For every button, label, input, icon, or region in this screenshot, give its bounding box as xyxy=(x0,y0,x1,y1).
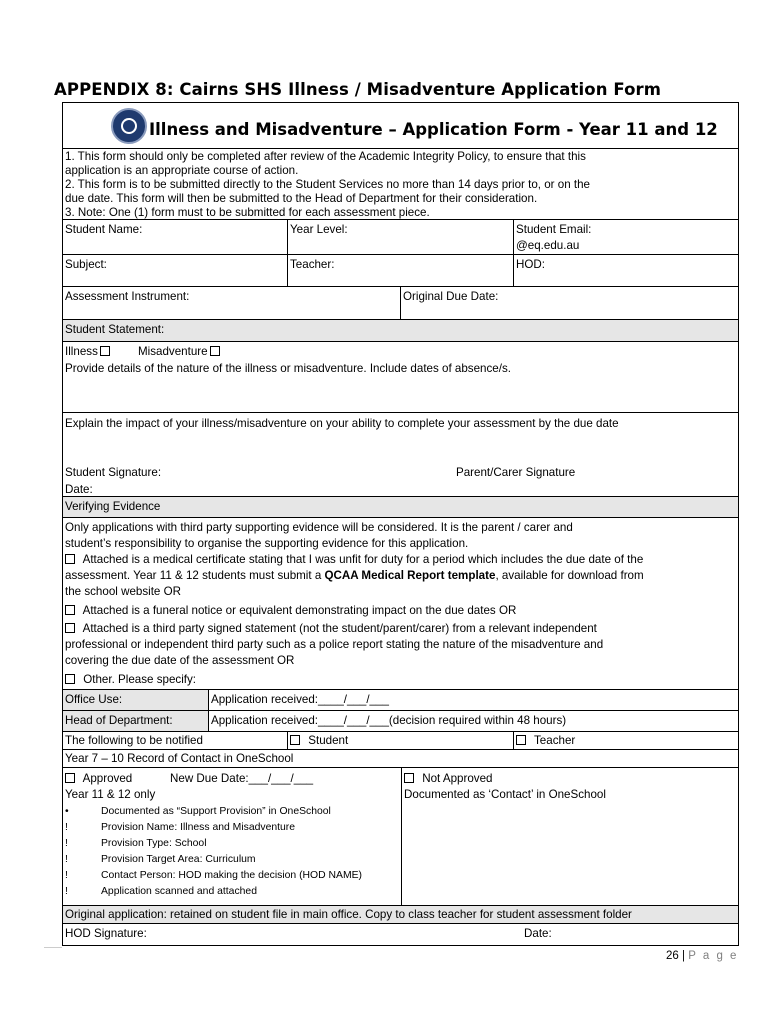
notify-teacher-option[interactable] xyxy=(516,734,575,748)
office-use-row xyxy=(63,689,738,710)
medical-text-2a: assessment. Year 11 & 12 students must submit a xyxy=(65,569,325,582)
hod-signature-row xyxy=(63,923,738,946)
original-application-label: Original application: retained on student file in main office. Copy to class teacher for student assessment folder xyxy=(65,908,632,921)
subject-row xyxy=(63,254,738,287)
hod-signature-field[interactable]: HOD Signature: xyxy=(65,927,147,940)
record-contact-label: Year 7 – 10 Record of Contact in OneSchool xyxy=(65,752,294,765)
student-signature-field[interactable]: Student Signature: xyxy=(65,466,162,479)
footer-separator: | xyxy=(682,950,685,962)
notify-teacher-checkbox[interactable] xyxy=(516,735,526,745)
teacher-field[interactable]: Teacher: xyxy=(290,258,335,271)
provide-details-label: Provide details of the nature of the illness or misadventure. Include dates of absence/s. xyxy=(65,362,511,375)
illness-checkbox[interactable] xyxy=(100,346,110,356)
medical-option-line-2 xyxy=(65,569,644,583)
notify-student-checkbox[interactable] xyxy=(290,735,300,745)
list-item: ! Provision Name: Illness and Misadventure xyxy=(65,822,296,833)
instruction-line: 3. Note: One (1) form must to be submitted for each assessment piece. xyxy=(65,206,430,219)
page-number: 26 xyxy=(666,950,679,962)
office-application-received[interactable]: Application received:____/___/___ xyxy=(211,693,389,706)
year-11-12-label: Year 11 & 12 only xyxy=(65,788,156,801)
verifying-evidence-label: Verifying Evidence xyxy=(65,500,161,513)
original-application-row xyxy=(63,905,738,923)
third-party-line-2: professional or independent third party such as a police report stating the nature of the misadventure and xyxy=(65,638,604,651)
medical-certificate-option[interactable] xyxy=(65,553,643,567)
hod-date-field[interactable]: Date: xyxy=(524,927,552,940)
notified-row xyxy=(63,731,738,749)
third-party-text: Attached is a third party signed statement (not the student/parent/carer) from a relevant independent xyxy=(82,622,597,635)
misadventure-checkbox[interactable] xyxy=(210,346,220,356)
verifying-evidence-header xyxy=(63,496,738,517)
hod-field[interactable]: HOD: xyxy=(516,258,545,271)
form-title: Illness and Misadventure – Application Form - Year 11 and 12 xyxy=(149,120,718,139)
notified-label: The following to be notified xyxy=(65,734,203,747)
decision-section xyxy=(63,767,738,905)
documented-contact-label: Documented as ‘Contact’ in OneSchool xyxy=(404,788,606,801)
other-checkbox[interactable] xyxy=(65,674,75,684)
not-approved-option[interactable] xyxy=(404,772,493,786)
office-use-label: Office Use: xyxy=(65,693,123,706)
record-contact-row xyxy=(63,749,738,767)
not-approved-checkbox[interactable] xyxy=(404,773,414,783)
parent-signature-field[interactable]: Parent/Carer Signature xyxy=(456,466,576,479)
list-item: ! Application scanned and attached xyxy=(65,886,257,897)
third-party-checkbox[interactable] xyxy=(65,623,75,633)
medical-option-text: Attached is a medical certificate stating that I was unfit for duty for a period which includes the due date of the xyxy=(82,553,644,566)
medical-checkbox[interactable] xyxy=(65,554,75,564)
divider xyxy=(44,947,62,948)
original-due-date-field[interactable]: Original Due Date: xyxy=(403,290,499,303)
evidence-section xyxy=(63,517,738,689)
instruction-line: 2. This form is to be submitted directly to the Student Services no more than 14 days prior to, or on the xyxy=(65,178,590,191)
third-party-line-3: covering the due date of the assessment OR xyxy=(65,654,295,667)
other-option[interactable] xyxy=(65,673,196,687)
form-header xyxy=(63,103,738,149)
list-item: ! Provision Target Area: Curriculum xyxy=(65,854,256,865)
instruction-line: due date. This form will then be submitted to the Head of Department for their consideration. xyxy=(65,192,538,205)
third-party-option[interactable] xyxy=(65,622,597,636)
evidence-intro-line: Only applications with third party supporting evidence will be considered. It is the parent / carer and xyxy=(65,521,573,534)
other-option-text: Other. Please specify: xyxy=(83,673,197,686)
notify-teacher-label: Teacher xyxy=(534,734,576,747)
instruction-line: application is an appropriate course of action. xyxy=(65,164,299,177)
evidence-intro-line: student’s responsibility to organise the supporting evidence for this application. xyxy=(65,537,469,550)
new-due-date-field[interactable]: New Due Date:___/___/___ xyxy=(170,772,314,785)
appendix-title: APPENDIX 8: Cairns SHS Illness / Misadventure Application Form xyxy=(54,80,662,99)
explain-impact-label: Explain the impact of your illness/misadventure on your ability to complete your assessment by the due date xyxy=(65,417,619,430)
assessment-instrument-field[interactable]: Assessment Instrument: xyxy=(65,290,190,303)
school-crest-icon xyxy=(111,108,147,144)
instruction-line: 1. This form should only be completed after review of the Academic Integrity Policy, to ensure that this xyxy=(65,150,586,163)
student-name-field[interactable]: Student Name: xyxy=(65,223,143,236)
page-word: P a g e xyxy=(688,950,739,962)
funeral-notice-option[interactable] xyxy=(65,604,516,618)
funeral-checkbox[interactable] xyxy=(65,605,75,615)
medical-text-2c: , available for download from xyxy=(495,569,644,582)
illness-label: Illness xyxy=(65,345,98,358)
list-item: ! Provision Type: School xyxy=(65,838,207,849)
instructions-section xyxy=(63,148,738,220)
misadventure-label: Misadventure xyxy=(138,345,208,358)
impact-section xyxy=(63,412,738,496)
page-footer xyxy=(666,950,738,962)
year-level-field[interactable]: Year Level: xyxy=(290,223,348,236)
medical-option-line-3: the school website OR xyxy=(65,585,181,598)
illness-section xyxy=(63,341,738,412)
hod-application-received[interactable]: Application received:____/___/___(decision required within 48 hours) xyxy=(211,714,567,727)
student-email-field[interactable]: Student Email: xyxy=(516,223,592,236)
student-details-row xyxy=(63,219,738,255)
illness-option[interactable] xyxy=(65,345,110,359)
notify-student-label: Student xyxy=(308,734,349,747)
subject-field[interactable]: Subject: xyxy=(65,258,107,271)
notify-student-option[interactable] xyxy=(290,734,348,748)
approved-label: Approved xyxy=(82,772,133,785)
approved-option[interactable] xyxy=(65,772,132,786)
list-item: • Documented as “Support Provision” in OneSchool xyxy=(65,806,331,817)
application-form xyxy=(62,102,739,946)
student-statement-header xyxy=(63,319,738,341)
funeral-option-text: Attached is a funeral notice or equivalent demonstrating impact on the due dates OR xyxy=(82,604,517,617)
head-of-department-label: Head of Department: xyxy=(65,714,173,727)
qcaa-template-link[interactable]: QCAA Medical Report template xyxy=(324,569,496,582)
misadventure-option[interactable] xyxy=(138,345,220,359)
approved-checkbox[interactable] xyxy=(65,773,75,783)
email-domain: @eq.edu.au xyxy=(516,239,580,252)
assessment-row xyxy=(63,286,738,320)
list-item: ! Contact Person: HOD making the decision (HOD NAME) xyxy=(65,870,363,881)
student-statement-label: Student Statement: xyxy=(65,323,165,336)
head-of-department-row xyxy=(63,710,738,731)
signature-date-field[interactable]: Date: xyxy=(65,483,93,496)
not-approved-label: Not Approved xyxy=(422,772,493,785)
